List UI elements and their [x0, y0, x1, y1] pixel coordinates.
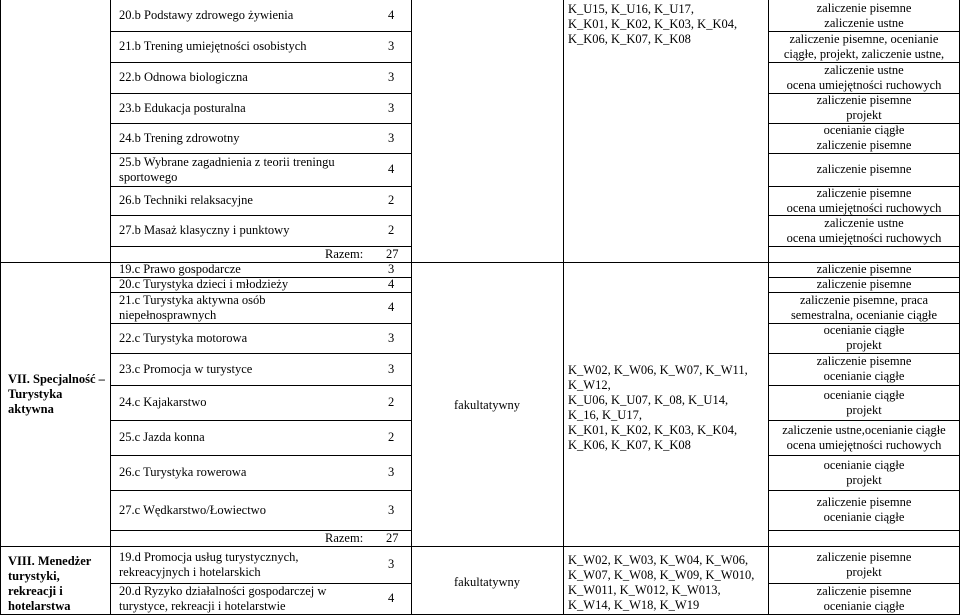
course-name: 20.d Ryzyko działalności gospodarczej w	[119, 583, 327, 598]
course-name: 27.b Masaż klasyczny i punktowy	[119, 223, 290, 237]
learning-outcomes: K_U15, K_U16, K_U17,	[568, 2, 695, 16]
assessment-method: projekt	[846, 472, 882, 487]
assessment-method: zaliczenie pisemne	[816, 549, 912, 564]
row-divider	[110, 490, 411, 491]
course-name: sportowego	[119, 169, 178, 184]
learning-outcomes: K_W12,	[568, 378, 611, 392]
assessment-method: ocena umiejętności ruchowych	[786, 230, 942, 245]
group-separator	[0, 546, 960, 547]
row-divider	[768, 153, 960, 154]
course-name: 22.b Odnowa biologiczna	[119, 70, 248, 84]
assessment-method: ocenianie ciągłe	[823, 510, 905, 524]
assessment-method: zaliczenie pisemne	[816, 495, 912, 509]
course-ects: 3	[388, 465, 395, 479]
assessment-method: ocenianie ciągłe	[823, 323, 905, 337]
assessment-method: zaliczenie pisemne, ocenianie	[789, 31, 939, 46]
course-ects: 4	[388, 300, 395, 314]
assessment-method: zaliczenie ustne	[824, 15, 904, 30]
course-ects: 3	[388, 130, 395, 145]
assessment-method: ocenianie ciągłe	[823, 123, 905, 137]
course-ects: 3	[388, 557, 395, 571]
course-name: rekreacyjnych i hotelarskich	[119, 564, 261, 579]
course-ects: 2	[388, 430, 395, 444]
course-name: niepełnosprawnych	[119, 307, 217, 322]
assessment-method: projekt	[846, 564, 882, 579]
course-name: 21.b Trening umiejętności osobistych	[119, 39, 307, 53]
course-ects: 3	[388, 330, 395, 345]
column-divider	[563, 0, 564, 615]
course-type: fakultatywny	[454, 575, 520, 589]
course-ects: 4	[388, 277, 395, 291]
assessment-method: zaliczenie pisemne	[816, 185, 912, 200]
total-value: 27	[386, 247, 399, 261]
table-border-left	[0, 0, 1, 615]
assessment-method: semestralna, ocenianie ciągłe	[790, 307, 938, 322]
course-name: 21.c Turystyka aktywna osób	[119, 292, 266, 307]
course-name: 24.c Kajakarstwo	[119, 395, 207, 409]
course-ects: 3	[388, 39, 395, 53]
row-divider	[110, 186, 411, 187]
course-name: turystyce, rekreacji i hotelarstwie	[119, 598, 286, 613]
assessment-method: zaliczenie pisemne	[816, 93, 912, 107]
course-ects: 3	[388, 100, 395, 115]
assessment-method: projekt	[846, 402, 882, 417]
learning-outcomes: K_W02, K_W03, K_W04, K_W06,	[568, 553, 749, 567]
assessment-method: zaliczenie pisemne	[816, 138, 912, 152]
column-divider	[411, 0, 412, 615]
row-divider	[110, 323, 411, 324]
assessment-method: zaliczenie pisemne	[816, 162, 912, 176]
learning-outcomes: K_16, K_U17,	[568, 408, 642, 422]
assessment-method: zaliczenie pisemne	[816, 262, 912, 276]
row-divider	[110, 62, 411, 63]
course-ects: 3	[388, 361, 395, 376]
section-label-viii: VIII. Menedżer turystyki, rekreacji i hotelarstwa	[8, 554, 92, 613]
learning-outcomes: K_W02, K_W06, K_W07, K_W11,	[568, 363, 748, 377]
section-label-vii: VII. Specjalność – Turystyka aktywna	[8, 372, 105, 416]
course-name: 19.d Promocja usług turystycznych,	[119, 549, 299, 564]
assessment-method: ocenianie ciągłe	[823, 369, 905, 383]
row-divider	[110, 385, 411, 386]
assessment-method: zaliczenie pisemne	[816, 354, 912, 368]
total-label: Razem:	[325, 531, 364, 545]
row-divider	[110, 215, 411, 216]
course-name: 20.b Podstawy zdrowego żywienia	[119, 8, 294, 22]
row-divider	[110, 353, 411, 354]
total-value: 27	[386, 531, 399, 545]
course-name: 22.c Turystyka motorowa	[119, 330, 248, 345]
total-label: Razem:	[325, 247, 364, 261]
row-divider	[768, 246, 960, 247]
assessment-method: zaliczenie ustne	[824, 62, 904, 77]
course-ects: 3	[388, 70, 395, 84]
assessment-method: zaliczenie pisemne	[816, 0, 912, 15]
assessment-method: ocena umiejętności ruchowych	[786, 200, 942, 215]
course-name: 23.b Edukacja posturalna	[119, 100, 246, 115]
course-ects: 2	[388, 223, 395, 237]
assessment-method: zaliczenie pisemne	[816, 583, 912, 598]
assessment-method: zaliczenie pisemne	[816, 277, 912, 291]
row-divider	[768, 455, 960, 456]
learning-outcomes: K_K06, K_K07, K_K08	[568, 32, 691, 46]
learning-outcomes: K_W14, K_W18, K_W19	[568, 598, 700, 612]
row-divider	[768, 530, 960, 531]
assessment-method: ciągłe, projekt, zaliczenie ustne,	[783, 46, 945, 61]
course-ects: 4	[388, 591, 395, 605]
course-name: 27.c Wędkarstwo/Łowiectwo	[119, 502, 266, 517]
assessment-method: zaliczenie pisemne, praca	[799, 292, 929, 307]
assessment-method: projekt	[846, 108, 882, 122]
course-name: 23.c Promocja w turystyce	[119, 361, 253, 376]
row-divider	[110, 31, 411, 32]
course-type: fakultatywny	[454, 398, 520, 412]
course-ects: 2	[388, 193, 395, 207]
course-name: 26.c Turystyka rowerowa	[119, 465, 247, 479]
learning-outcomes: K_K01, K_K02, K_K03, K_K04,	[568, 423, 738, 437]
learning-outcomes: K_W011, K_W012, K_W013,	[568, 583, 721, 597]
row-divider	[110, 455, 411, 456]
course-ects: 3	[388, 262, 395, 276]
course-name: 25.b Wybrane zagadnienia z teorii treningu	[119, 154, 335, 169]
assessment-method: ocena umiejętności ruchowych	[786, 437, 942, 452]
row-divider	[768, 420, 960, 421]
learning-outcomes: K_K06, K_K07, K_K08	[568, 438, 691, 452]
course-name: 24.b Trening zdrowotny	[119, 130, 240, 145]
assessment-method: ocenianie ciągłe	[823, 457, 905, 472]
row-divider	[768, 385, 960, 386]
assessment-method: zaliczenie ustne,ocenianie ciągłe	[782, 422, 946, 437]
learning-outcomes: K_K01, K_K02, K_K03, K_K04,	[568, 17, 738, 31]
course-ects: 4	[388, 8, 395, 22]
row-divider	[110, 93, 411, 94]
course-ects: 4	[388, 162, 395, 176]
assessment-method: ocenianie ciągłe	[823, 387, 905, 402]
course-name: 19.c Prawo gospodarcze	[119, 262, 241, 276]
learning-outcomes: K_U06, K_U07, K_08, K_U14,	[568, 393, 729, 407]
course-name: 26.b Techniki relaksacyjne	[119, 193, 253, 207]
course-name: 20.c Turystyka dzieci i młodzieży	[119, 277, 289, 291]
row-divider	[768, 490, 960, 491]
assessment-method: projekt	[846, 338, 882, 352]
course-name: 25.c Jazda konna	[119, 430, 205, 444]
course-ects: 2	[388, 395, 395, 409]
row-divider	[110, 123, 411, 124]
assessment-method: ocena umiejętności ruchowych	[786, 77, 942, 92]
course-ects: 3	[388, 502, 395, 517]
assessment-method: zaliczenie ustne	[824, 215, 904, 230]
assessment-method: ocenianie ciągłe	[823, 598, 905, 613]
row-divider	[110, 420, 411, 421]
learning-outcomes: K_W07, K_W08, K_W09, K_W010,	[568, 568, 755, 582]
